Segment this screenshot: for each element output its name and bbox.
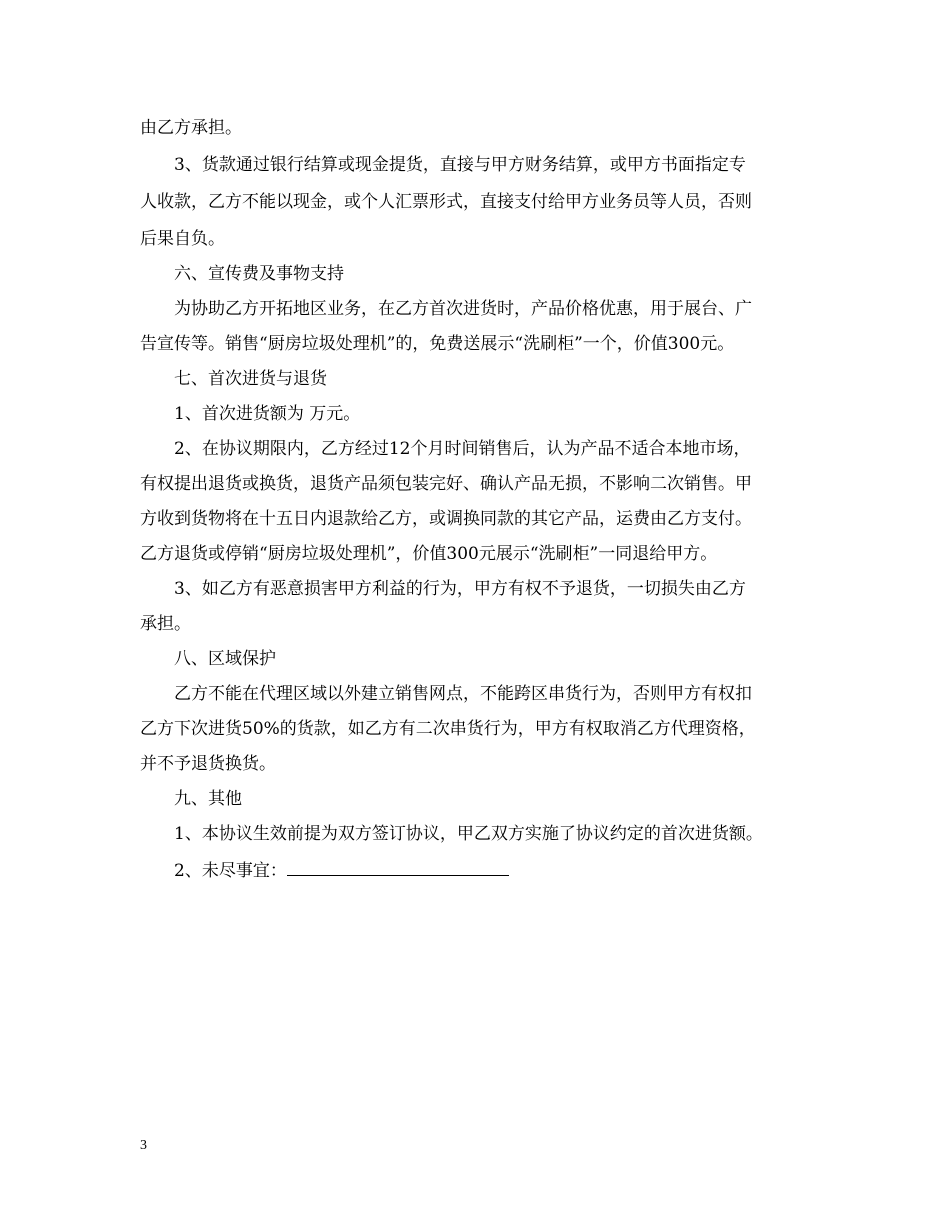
text-line: 由乙方承担。 [140,118,242,138]
clause-9-2-label: 2、未尽事宜： [174,861,287,881]
text-line: 乙方退货或停销“厨房垃圾处理机”，价值300元展示“洗刷柜”一同退给甲方。 [140,544,718,564]
clause-7-3: 3、如乙方有恶意损害甲方利益的行为，甲方有权不予退货，一切损失由乙方 [174,579,746,599]
section-heading-6: 六、宣传费及事物支持 [174,264,344,284]
page-number: 3 [140,1138,147,1153]
text-line: 乙方下次进货50%的货款，如乙方有二次串货行为，甲方有权取消乙方代理资格， [140,719,756,739]
section-6-body: 为协助乙方开拓地区业务，在乙方首次进货时，产品价格优惠，用于展台、广 [174,299,752,319]
text-line: 承担。 [140,614,191,634]
clause-9-1: 1、本协议生效前提为双方签订协议，甲乙双方实施了协议约定的首次进货额。 [174,824,763,844]
text-line: 方收到货物将在十五日内退款给乙方，或调换同款的其它产品，运费由乙方支付。 [140,509,752,529]
text-line: 有权提出退货或换货，退货产品须包装完好、确认产品无损，不影响二次销售。甲 [140,474,752,494]
clause-7-1: 1、首次进货额为 万元。 [174,404,361,424]
clause-5-3: 3、货款通过银行结算或现金提货，直接与甲方财务结算，或甲方书面指定专 [174,155,746,175]
section-8-body: 乙方不能在代理区域以外建立销售网点，不能跨区串货行为，否则甲方有权扣 [174,684,752,704]
clause-9-2 [174,859,830,881]
text-line: 后果自负。 [140,229,225,249]
clause-7-2: 2、在协议期限内，乙方经过12个月时间销售后，认为产品不适合本地市场， [174,439,751,459]
text-line: 并不予退货换货。 [140,754,276,774]
fill-in-blank-line [287,859,509,876]
section-heading-7: 七、首次进货与退货 [174,369,327,389]
section-heading-9: 九、其他 [174,789,242,809]
text-line: 告宣传等。销售“厨房垃圾处理机”的，免费送展示“洗刷柜”一个，价值300元。 [140,334,735,354]
text-line: 人收款，乙方不能以现金，或个人汇票形式，直接支付给甲方业务员等人员，否则 [140,192,752,212]
section-heading-8: 八、区域保护 [174,649,276,669]
